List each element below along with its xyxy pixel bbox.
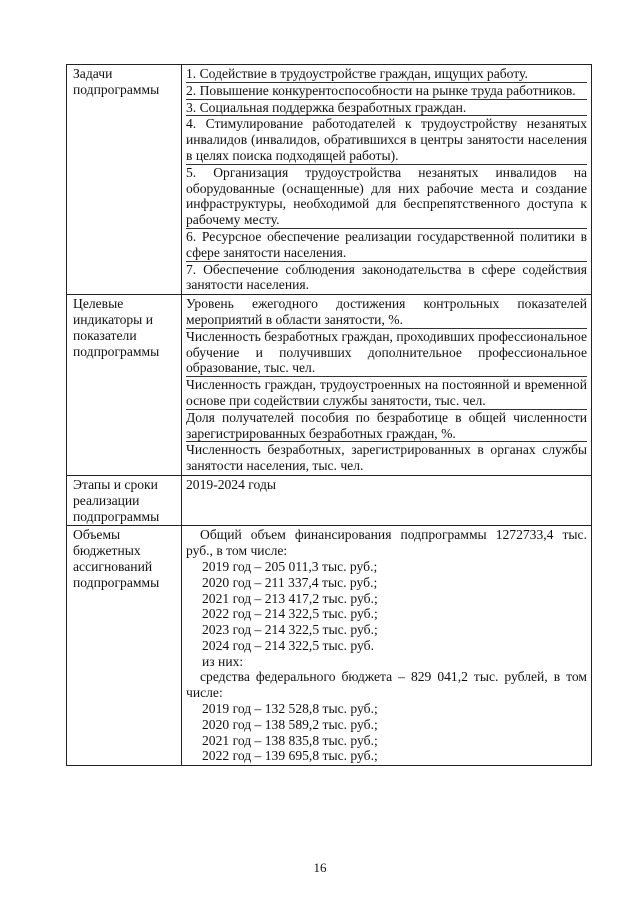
row-label: Целевые индикаторы и показатели подпрограммы <box>67 295 182 476</box>
list-item: 6. Ресурсное обеспечение реализации государственной политики в сфере занятости населения. <box>186 228 587 260</box>
year-line: 2019 год – 205 011,3 тыс. руб.; <box>202 558 378 574</box>
row-content <box>182 65 592 295</box>
passport-table <box>66 64 592 766</box>
year-line: 2021 год – 138 835,8 тыс. руб.; <box>202 732 378 748</box>
list-item: 2. Повышение конкурентоспособности на рынке труда работников. <box>186 83 587 100</box>
list-item: Численность безработных граждан, проходивших профессиональное обучение и получивших дополнительное профессиональное образование, тыс. чел. <box>186 328 587 376</box>
table-row <box>67 526 592 766</box>
year-line: 2020 год – 211 337,4 тыс. руб.; <box>202 574 378 590</box>
year-line: 2019 год – 132 528,8 тыс. руб.; <box>202 701 378 717</box>
row-label: Объемы бюджетных ассигнований подпрограммы <box>67 526 182 766</box>
financing-total: Общий объем финансирования подпрограммы 1272733,4 тыс. руб., в том числе: <box>186 527 587 559</box>
list-item: 3. Социальная поддержка безработных граждан. <box>186 100 587 117</box>
list-item: 1. Содействие в трудоустройстве граждан, ищущих работу. <box>186 66 587 83</box>
list-item: 7. Обеспечение соблюдения законодательства в сфере содействия занятости населения. <box>186 261 587 293</box>
row-label: Этапы и сроки реализации подпрограммы <box>67 475 182 525</box>
federal-budget: средства федерального бюджета – 829 041,2 тыс. рублей, в том числе: <box>186 669 587 701</box>
row-label: Задачи подпрограммы <box>67 65 182 295</box>
table-row <box>67 475 592 525</box>
year-line: 2022 год – 214 322,5 тыс. руб.; <box>202 606 378 622</box>
of-which-label: из них: <box>202 653 244 669</box>
list-item: Уровень ежегодного достижения контрольных показателей мероприятий в области занятости, %. <box>186 296 587 327</box>
list-item: 4. Стимулирование работодателей к трудоустройству незанятых инвалидов (инвалидов, обратившихся в центры занятости населения в целях поиска подходящей работы). <box>186 116 587 163</box>
year-line: 2021 год – 213 417,2 тыс. руб.; <box>202 590 378 606</box>
list-item: Численность безработных, зарегистрированных в органах службы занятости населения, тыс. чел. <box>186 442 587 474</box>
list-item: 2019-2024 годы <box>186 476 276 492</box>
table-row <box>67 295 592 476</box>
list-item: Численность граждан, трудоустроенных на постоянной и временной основе при содействии службы занятости, тыс. чел. <box>186 377 587 408</box>
row-content <box>182 295 592 476</box>
year-line: 2024 год – 214 322,5 тыс. руб. <box>202 637 374 653</box>
row-content <box>182 526 592 766</box>
year-line: 2022 год – 139 695,8 тыс. руб.; <box>202 748 378 764</box>
page-number: 16 <box>313 860 327 875</box>
list-item: 5. Организация трудоустройства незанятых инвалидов на оборудованные (оснащенные) для них рабочие места и создание инфраструктуры, необходимой для беспрепятственного доступа к рабочему месту. <box>186 164 587 228</box>
year-line: 2023 год – 214 322,5 тыс. руб.; <box>202 622 378 638</box>
list-item: Доля получателей пособия по безработице в общей численности зарегистрированных безработных граждан, %. <box>186 409 587 441</box>
year-line: 2020 год – 138 589,2 тыс. руб.; <box>202 716 378 732</box>
row-content <box>182 475 592 525</box>
table-row <box>67 65 592 295</box>
